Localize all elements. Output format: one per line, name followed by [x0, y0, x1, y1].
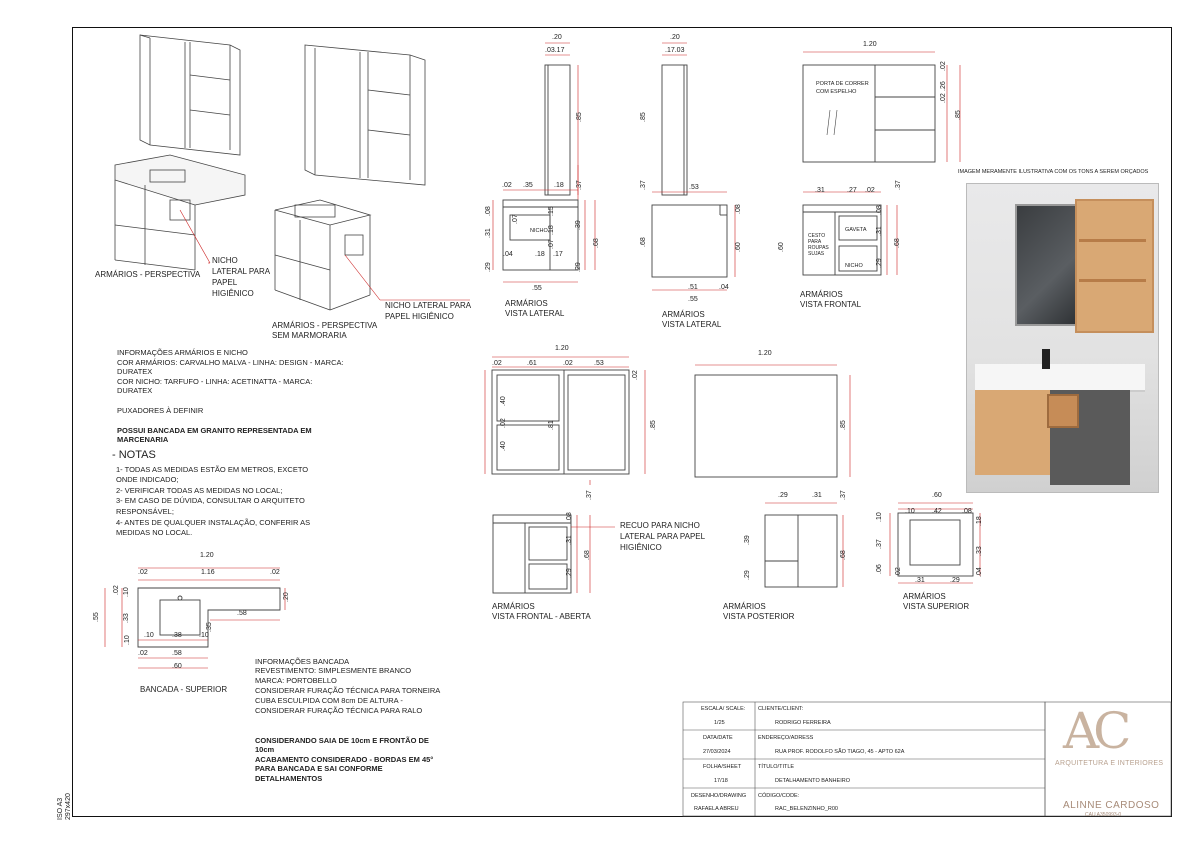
- dim-ab-81: .81: [548, 420, 555, 430]
- label-nicho-vf: NICHO: [845, 263, 863, 269]
- info-armarios-title: INFORMAÇÕES ARMÁRIOS E NICHO: [117, 348, 248, 357]
- label-armarios-perspectiva: ARMÁRIOS - PERSPECTIVA: [95, 270, 201, 279]
- dim-bs-55: .55: [93, 612, 100, 622]
- render-shelf-2: [1079, 279, 1146, 282]
- nota-4b: MEDIDAS NO LOCAL.: [116, 528, 193, 537]
- dim-bs-02b: .02: [270, 569, 280, 576]
- dim-vf-27: .27: [847, 187, 857, 194]
- render-vanity-left: [975, 390, 1050, 475]
- render-mirror: [1015, 204, 1081, 326]
- tb-codigo-label: CÓDIGO/CODE:: [758, 793, 800, 799]
- dim-ab-37: .37: [586, 490, 593, 500]
- dim-bs-02d: .02: [138, 650, 148, 657]
- dim-vs-37: .37: [876, 539, 883, 549]
- tb-escala-label: ESCALA/ SCALE:: [701, 706, 746, 712]
- info-bancada-3: CONSIDERAR FURAÇÃO TÉCNICA PARA TORNEIRA: [255, 686, 441, 695]
- dim-vl2-55: .55: [688, 296, 698, 303]
- dim-front-w: 1.20: [863, 41, 877, 48]
- label-porta-correr: PORTA DE CORRER COM ESPELHO: [816, 81, 869, 95]
- dim-front-b: .26: [940, 81, 947, 91]
- bancada-granito-2: MARCENARIA: [117, 435, 169, 444]
- dim-vp-29b: .29: [744, 570, 751, 580]
- dim-vs-06: .06: [876, 564, 883, 574]
- tb-titulo: DETALHAMENTO BANHEIRO: [775, 778, 850, 784]
- dim-front-gap: .37: [895, 180, 902, 190]
- tb-codigo: RAC_BELENZINHO_R00: [775, 806, 838, 812]
- dim-lat2-h: .85: [640, 112, 647, 122]
- tb-folha-label: FOLHA/SHEET: [703, 764, 742, 770]
- bancada-granito-1: POSSUI BANCADA EM GRANITO REPRESENTADA EM: [117, 426, 312, 435]
- info-bancada-bold-1: CONSIDERANDO SAIA DE 10cm E FRONTÃO DE: [255, 736, 429, 745]
- dim-vl1-nicho: NICHO: [530, 228, 548, 234]
- label-gaveta: GAVETA: [845, 227, 867, 233]
- dim-vf-68: .68: [894, 238, 901, 248]
- dim-ab-85: .85: [650, 420, 657, 430]
- dim-vs-10: .10: [905, 508, 915, 515]
- dim-vl2-68: .68: [640, 237, 647, 247]
- dim-vl2-08: .08: [735, 204, 742, 214]
- label-nicho-papel: NICHO LATERAL PARA PAPEL HIGIÊNICO: [212, 256, 271, 298]
- info-armarios-line-4: DURATEX: [117, 386, 153, 395]
- nota-2: 2- VERIFICAR TODAS AS MEDIDAS NO LOCAL;: [116, 486, 283, 495]
- dim-vl1-55: .55: [532, 285, 542, 292]
- tb-cliente-label: CLIENTE/CLIENT:: [758, 706, 804, 712]
- dim-ab-02c: .02: [632, 370, 639, 380]
- dim-lat1-gap: .37: [576, 180, 583, 190]
- dim-ab-02a: .02: [492, 360, 502, 367]
- render-shelves: [1075, 199, 1154, 333]
- iso-size-label: 297x420: [65, 793, 72, 820]
- dim-fa-31: .31: [566, 535, 573, 545]
- info-bancada-4: CUBA ESCULPIDA COM 8cm DE ALTURA -: [255, 696, 403, 705]
- dim-vs-08: .08: [962, 508, 972, 515]
- vanity-side-view-2: [640, 180, 760, 300]
- dim-vl1-39: .39: [575, 220, 582, 230]
- label-cesto-roupas: CESTO PARA ROUPAS SUJAS: [808, 233, 829, 257]
- dim-vf-02: .02: [865, 187, 875, 194]
- dim-fa-08: .08: [566, 512, 573, 522]
- brand-cau: CAU A350993-0: [1085, 812, 1122, 818]
- dim-ab-02b: .02: [563, 360, 573, 367]
- dim-vs-42: .42: [932, 508, 942, 515]
- dim-bs-116: 1.16: [201, 569, 215, 576]
- dim-lat2-top: .20: [670, 34, 680, 41]
- dim-vs-02: .02: [895, 567, 902, 577]
- dim-ab-40b: .40: [500, 441, 507, 451]
- dim-vl1-29b: .29: [575, 262, 582, 272]
- info-bancada-bold-5: DETALHAMENTOS: [255, 774, 323, 783]
- info-bancada-bold-3: ACABAMENTO CONSIDERADO - BORDAS EM 45°: [255, 755, 434, 764]
- dim-fa-68: .68: [584, 550, 591, 560]
- tb-desenho-label: DESENHO/DRAWING: [691, 793, 747, 799]
- dim-lat1-top: .20: [552, 34, 562, 41]
- label-vista-posterior: ARMÁRIOS VISTA POSTERIOR: [723, 602, 795, 621]
- nota-1: 1- TODAS AS MEDIDAS ESTÃO EM METROS, EXCETO: [116, 465, 309, 474]
- info-bancada-1: REVESTIMENTO: SIMPLESMENTE BRANCO: [255, 666, 412, 675]
- dim-vf-60: .60: [778, 242, 785, 252]
- dim-vl1-31: .31: [485, 228, 492, 238]
- dim-ab-40: .40: [500, 396, 507, 406]
- dim-vl2-51: .51: [688, 284, 698, 291]
- label-vista-frontal-aberta: ARMÁRIOS VISTA FRONTAL - ABERTA: [492, 602, 591, 621]
- dim-bs-10d: .10: [124, 635, 131, 645]
- tb-escala: 1/25: [714, 720, 725, 726]
- dim-vs-04: .04: [976, 567, 983, 577]
- dim-vl1-a: .02: [502, 182, 512, 189]
- tb-endereco: RUA PROF. RODOLFO SÃO TIAGO, 45 - APTO 62A: [775, 749, 905, 755]
- dim-vp-39: .39: [744, 535, 751, 545]
- info-armarios-line-2: DURATEX: [117, 367, 153, 376]
- dim-vl1-17: .17: [553, 251, 563, 258]
- dim-vl1-07b: .07: [548, 239, 555, 249]
- info-armarios-line-3: COR NICHO: TARFUFO - LINHA: ACETINATTA - MARCA:: [117, 377, 313, 386]
- dim-front-a: .02: [940, 61, 947, 71]
- dim-bs-10c: .10: [199, 632, 209, 639]
- dim-vl1-c: .18: [554, 182, 564, 189]
- upper-front-view: [795, 40, 975, 170]
- upper-cabinet-perspective-2: [300, 40, 430, 190]
- dim-vs-31: .31: [915, 577, 925, 584]
- label-bancada-superior: BANCADA - SUPERIOR: [140, 685, 228, 694]
- perspective-upper-cabinet-1: [135, 30, 245, 160]
- render-niche: [1047, 394, 1079, 428]
- brand-line: ARQUITETURA E INTERIORES: [1055, 760, 1164, 767]
- dim-vl1-b: .35: [523, 182, 533, 189]
- label-recuo-nicho: RECUO PARA NICHO LATERAL PARA PAPEL HIGIÊNICO: [620, 521, 706, 552]
- dim-front-h: .85: [955, 110, 962, 120]
- label-vista-superior: ARMÁRIOS VISTA SUPERIOR: [903, 592, 970, 611]
- dim-ab-02d: .02: [500, 418, 507, 428]
- dim-bs-02a: .02: [138, 569, 148, 576]
- dim-lat1-h: .85: [576, 112, 583, 122]
- tb-endereco-label: ENDEREÇO/ADRESS: [758, 735, 814, 741]
- dim-vl1-68: .68: [593, 238, 600, 248]
- dim-vf-31: .31: [815, 187, 825, 194]
- dim-cl-85: .85: [840, 420, 847, 430]
- label-nicho-lateral-para-papel: NICHO LATERAL PARA PAPEL HIGIÊNICO: [385, 301, 472, 321]
- dim-cl-w: 1.20: [758, 350, 772, 357]
- dim-ab-61: .61: [527, 360, 537, 367]
- label-vista-lateral-1: ARMÁRIOS VISTA LATERAL: [505, 299, 565, 318]
- label-perspectiva-sem-marmoraria: ARMÁRIOS - PERSPECTIVA SEM MARMORARIA: [272, 321, 378, 340]
- info-bancada-bold-4: PARA BANCADA E SAI CONFORME: [255, 764, 383, 773]
- dim-front-c: .02: [940, 93, 947, 103]
- upper-closed-view: [690, 360, 860, 490]
- dim-lat2-gap: .37: [640, 180, 647, 190]
- dim-vl1-18b: .18: [535, 251, 545, 258]
- dim-vf-31b: .31: [876, 226, 883, 236]
- brand-logo: [1045, 702, 1171, 818]
- tb-titulo-label: TÍTULO/TITLE: [758, 764, 795, 770]
- label-vista-frontal: ARMÁRIOS VISTA FRONTAL: [800, 290, 862, 309]
- dim-vl2-53: .53: [689, 184, 699, 191]
- label-imagem-ilustrativa: IMAGEM MERAMENTE ILUSTRATIVA COM OS TONS A SEREM ORÇADOS: [958, 169, 1149, 175]
- dim-lat2-sub: .17.03: [665, 47, 685, 54]
- dim-vs-29: .29: [950, 577, 960, 584]
- tb-cliente: RODRIGO FERREIRA: [775, 720, 831, 726]
- dim-vp-68: .68: [840, 550, 847, 560]
- dim-vl1-07: .07: [512, 214, 519, 224]
- dim-bs-10: .10: [123, 587, 130, 597]
- dim-vl1-29: .29: [485, 262, 492, 272]
- info-bancada-2: MARCA: PORTOBELLO: [255, 676, 337, 685]
- nota-3b: RESPONSÁVEL;: [116, 507, 174, 516]
- brand-name: ALINNE CARDOSO: [1063, 800, 1160, 811]
- iso-label: ISO A3: [57, 797, 64, 820]
- dim-vl2-60: .60: [735, 242, 742, 252]
- dim-ab-w: 1.20: [555, 345, 569, 352]
- dim-bs-58b: .58: [172, 650, 182, 657]
- tb-data: 27/03/2024: [703, 749, 731, 755]
- label-vista-lateral-2: ARMÁRIOS VISTA LATERAL: [662, 310, 722, 329]
- dim-fa-29: .29: [566, 568, 573, 578]
- dim-vp-29: .29: [778, 492, 788, 499]
- info-bancada-bold-2: 10cm: [255, 745, 275, 754]
- dim-vs-60: .60: [932, 492, 942, 499]
- dim-bs-35: .35: [206, 622, 213, 632]
- dim-bs-60: .60: [172, 663, 182, 670]
- dim-bs-33: .33: [123, 613, 130, 623]
- dim-bs-58: .58: [237, 610, 247, 617]
- info-bancada-title: INFORMAÇÕES BANCADA: [255, 657, 350, 666]
- render-shelf-1: [1079, 239, 1146, 242]
- nota-3: 3- EM CASO DE DÚVIDA, CONSULTAR O ARQUITETO: [116, 496, 305, 505]
- dim-vs-10b: .10: [876, 512, 883, 522]
- dim-vs-18: .18: [976, 516, 983, 526]
- render-countertop: [975, 364, 1145, 392]
- dim-vl1-08: .08: [485, 206, 492, 216]
- dim-bs-120: 1.20: [200, 552, 214, 559]
- tb-folha: 17/18: [714, 778, 728, 784]
- dim-vl1-18: .18: [548, 225, 555, 235]
- dim-bs-20: .20: [283, 592, 290, 602]
- render-faucet: [1042, 349, 1050, 369]
- render-image: [966, 183, 1159, 493]
- vanity-posterior-view: [755, 495, 865, 595]
- dim-lat1-sub: .03.17: [545, 47, 565, 54]
- brand-monogram: AC: [1063, 702, 1126, 760]
- vanity-front-open: [485, 505, 615, 605]
- dim-ab-53: .53: [594, 360, 604, 367]
- dim-vs-33: .33: [976, 546, 983, 556]
- nota-1b: ONDE INDICADO;: [116, 475, 179, 484]
- dim-vp-31: .31: [812, 492, 822, 499]
- info-armarios-line-1: COR ARMÁRIOS: CARVALHO MALVA - LINHA: DESIGN - MARCA:: [117, 358, 344, 367]
- dim-cl-37: .37: [840, 490, 847, 500]
- dim-bs-02c: .02: [113, 585, 120, 595]
- info-bancada-5: CONSIDERAR FURAÇÃO TÉCNICA PARA RALO: [255, 706, 423, 715]
- upper-side-view-2: [640, 35, 710, 200]
- dim-vf-08: .08: [876, 205, 883, 215]
- puxadores-text: PUXADORES À DEFINIR: [117, 406, 204, 415]
- dim-bs-38: .38: [172, 632, 182, 639]
- vanity-side-view-1: [485, 180, 605, 300]
- dim-vl1-15: .15: [548, 206, 555, 216]
- dim-vl2-04: .04: [719, 284, 729, 291]
- dim-vf-29: .29: [876, 258, 883, 268]
- nota-4: 4- ANTES DE QUALQUER INSTALAÇÃO, CONFERIR AS: [116, 518, 311, 527]
- tb-data-label: DATA/DATE: [703, 735, 733, 741]
- dim-bs-10b: .10: [144, 632, 154, 639]
- notas-title: - NOTAS: [112, 449, 156, 461]
- dim-vl1-04: .04: [503, 251, 513, 258]
- tb-desenho: RAFAELA ABREU: [694, 806, 739, 812]
